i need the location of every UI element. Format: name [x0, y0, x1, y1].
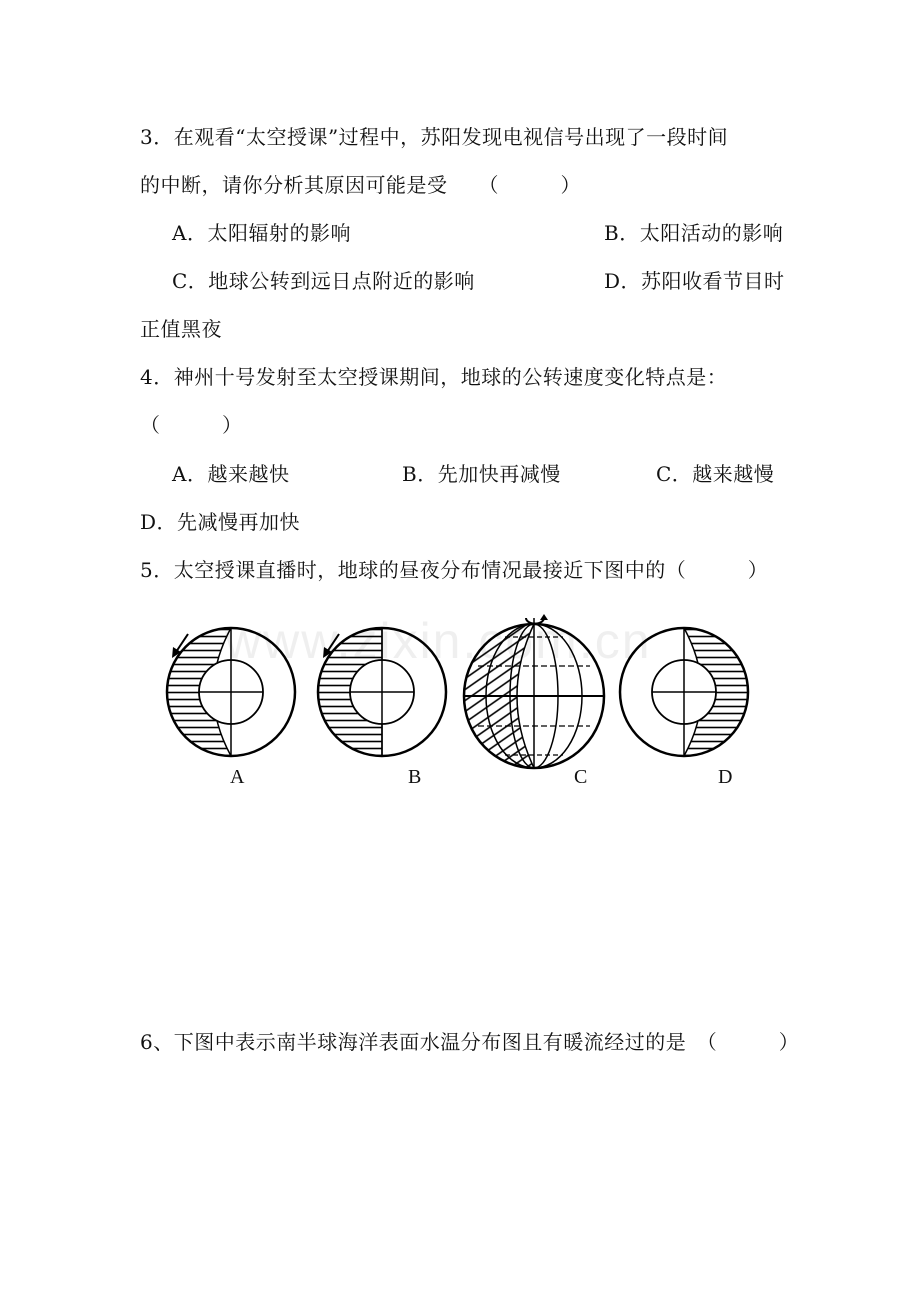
- q3-option-b: B．太阳活动的影响: [604, 221, 784, 245]
- figure-label-d: D: [718, 766, 733, 788]
- q4-option-b: B．先加快再减慢: [402, 462, 561, 486]
- figure-label-a: A: [230, 766, 245, 788]
- q5-stem: 5．太空授课直播时，地球的昼夜分布情况最接近下图中的（ ）: [140, 558, 769, 582]
- q4-stem-line2: （ ）: [140, 413, 243, 437]
- q3-option-a: A．太阳辐射的影响: [172, 221, 351, 245]
- q4-stem-line1: 4．神州十号发射至太空授课期间，地球的公转速度变化特点是：: [140, 365, 728, 389]
- q4-option-a: A．越来越快: [172, 462, 290, 486]
- q3-option-d: D．苏阳收看节目时: [604, 269, 785, 293]
- q3-stem-line1: 3．在观看“太空授课”过程中，苏阳发现电视信号出现了一段时间: [140, 125, 729, 149]
- q3-option-c: C．地球公转到远日点附近的影响: [172, 269, 475, 293]
- figure-label-c: C: [574, 766, 588, 788]
- q4-option-d: D．先减慢再加快: [140, 510, 301, 534]
- q4-option-c: C．越来越慢: [656, 462, 775, 486]
- q3-stem-line2: 的中断，请你分析其原因可能是受 （ ）: [140, 173, 581, 197]
- figure-label-b: B: [408, 766, 422, 788]
- watermark: www.zixin.com.cn: [225, 613, 652, 669]
- q3-option-d-continued: 正值黑夜: [140, 317, 222, 341]
- q6-stem: 6、下图中表示南半球海洋表面水温分布图且有暖流经过的是 （ ）: [140, 1030, 800, 1054]
